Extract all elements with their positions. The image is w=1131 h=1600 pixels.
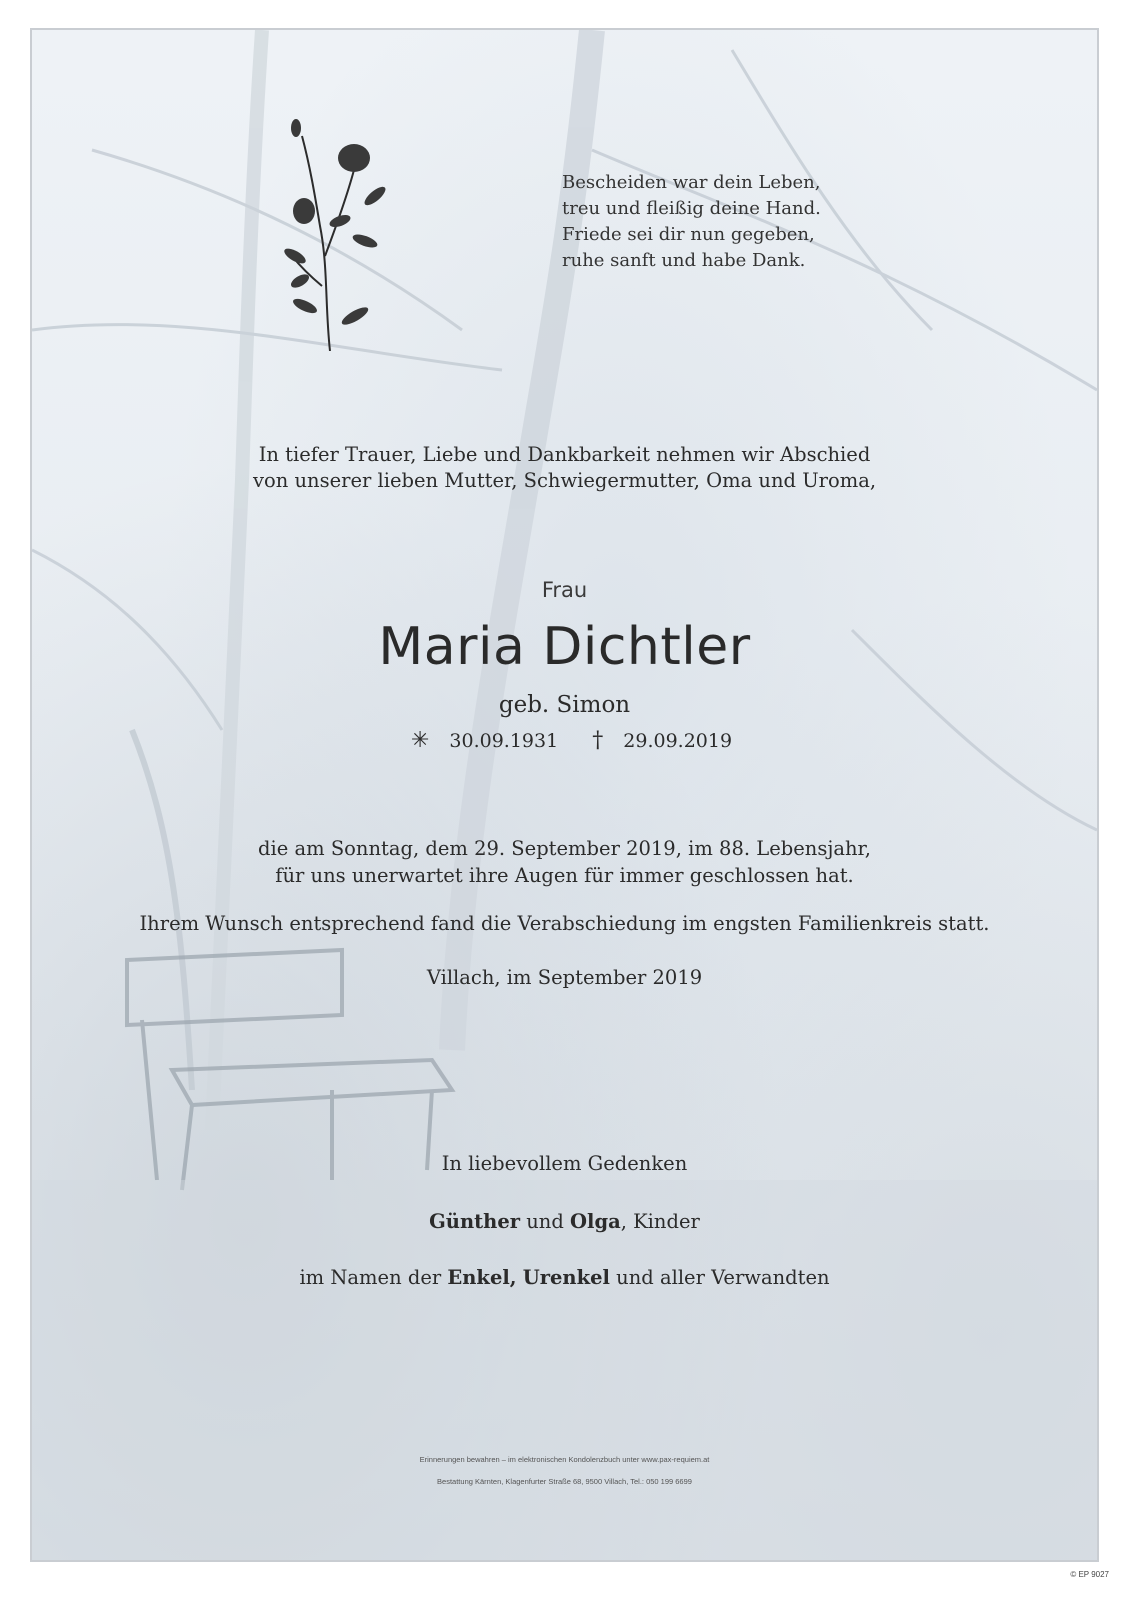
obituary-sheet <box>30 28 1099 1562</box>
memorial-verse <box>562 170 862 274</box>
rose-illustration <box>280 106 400 351</box>
notice-line: die am Sonntag, dem 29. September 2019, im 88. Lebensjahr, <box>258 837 871 860</box>
child-name: Olga <box>570 1210 621 1233</box>
verse-line: ruhe sanft und habe Dank. <box>562 250 806 271</box>
death-cross-icon: † <box>592 728 604 753</box>
footer-condolence-note: Erinnerungen bewahren – im elektronischen Kondolenzbuch unter www.pax-requiem.at <box>419 1455 710 1464</box>
maiden-name: geb. Simon <box>498 692 631 718</box>
deceased-name: Maria Dichtler <box>378 617 751 677</box>
death-date: 29.09.2019 <box>623 730 733 752</box>
great-grandchildren-label: Urenkel <box>522 1266 610 1289</box>
child-name: Günther <box>429 1210 521 1233</box>
life-dates <box>32 728 1097 753</box>
family-prefix: im Namen der <box>299 1266 442 1289</box>
relation-label: , Kinder <box>620 1210 700 1233</box>
family-line <box>32 1266 1097 1289</box>
birth-star-icon: ✳ <box>410 728 430 753</box>
farewell-text: Ihrem Wunsch entsprechend fand die Verabschiedung im engsten Familienkreis statt. <box>139 912 990 935</box>
family-suffix: und aller Verwandten <box>616 1266 830 1289</box>
intro-line: von unserer lieben Mutter, Schwiegermutter, Oma und Uroma, <box>252 469 877 492</box>
intro-text <box>32 442 1097 494</box>
salutation: Frau <box>541 578 588 602</box>
verse-line: treu und fleißig deine Hand. <box>562 198 821 219</box>
death-notice-text <box>32 835 1097 889</box>
closing-line: In liebevollem Gedenken <box>441 1152 688 1175</box>
footer-funeral-home: Bestattung Kärnten, Klagenfurter Straße 68, 9500 Villach, Tel.: 050 199 6699 <box>437 1477 692 1486</box>
verse-line: Bescheiden war dein Leben, <box>562 172 821 193</box>
children-line <box>32 1210 1097 1233</box>
notice-line: für uns unerwartet ihre Augen für immer geschlossen hat. <box>275 864 854 887</box>
place-date: Villach, im September 2019 <box>426 966 703 989</box>
product-code: © EP 9027 <box>1070 1570 1109 1579</box>
conjunction: und <box>526 1210 564 1233</box>
verse-line: Friede sei dir nun gegeben, <box>562 224 815 245</box>
birth-date: 30.09.1931 <box>449 730 559 752</box>
grandchildren-label: Enkel, <box>447 1266 517 1289</box>
intro-line: In tiefer Trauer, Liebe und Dankbarkeit nehmen wir Abschied <box>258 443 871 466</box>
